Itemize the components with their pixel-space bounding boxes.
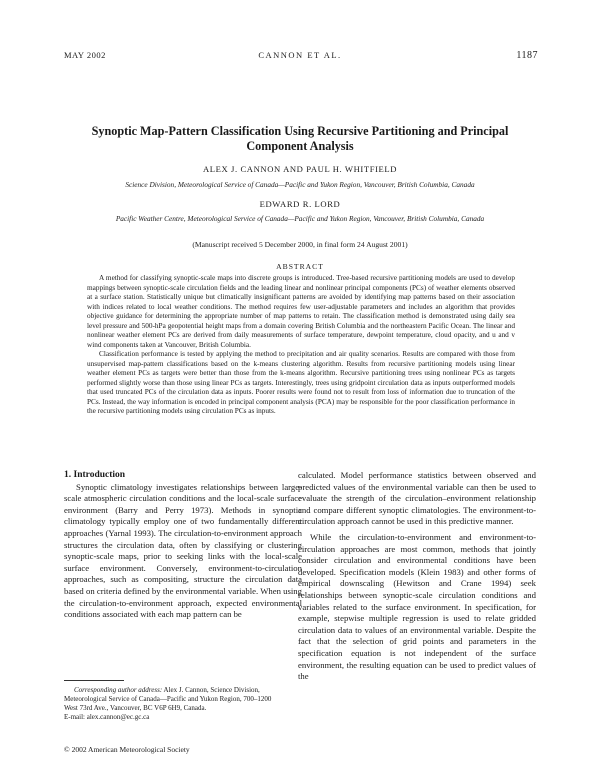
footnote	[64, 686, 284, 722]
manuscript-dates: (Manuscript received 5 December 2000, in final form 24 August 2001)	[192, 240, 408, 249]
running-header-authors: CANNON ET AL.	[258, 50, 342, 60]
body-paragraph: calculated. Model performance statistics between observed and predicted values of the environmental variable can then be used to evaluate the strength of the circulation–environment relationship and compare different synoptic climatologies. The environment-to-circulation approach cannot be used in this predictive manner.	[298, 470, 536, 527]
abstract	[87, 274, 515, 417]
authors-secondary: EDWARD R. LORD	[259, 199, 341, 209]
paper-title: Synoptic Map-Pattern Classification Using Recursive Partitioning and Principal Component Analysis	[91, 124, 509, 153]
affiliation-primary: Science Division, Meteorological Service of Canada—Pacific and Yukon Region, Vancouver, British Columbia, Canada	[125, 180, 475, 189]
footnote-text: Alex J. Cannon, Science Division, Meteorological Service of Canada—Pacific and Yukon Region, 700–1200 West 73rd Ave., Vancouver, BC V6P 6H9, Canada.	[64, 686, 272, 712]
running-header-date: MAY 2002	[64, 50, 106, 60]
body-paragraph: Synoptic climatology investigates relationships between large-scale atmospheric circulation conditions and the local-scale surface environment (Barry and Perry 1973). Methods in synoptic climatology typically employ one of two fundamentally different approaches (Yarnal 1993). The circulation-to-environment approach structures the circulation data, often by classifying or clustering synoptic-scale maps, prior to seeking links with the local-scale surface environment. Conversely, environment-to-circulation approaches, such as compositing, structure the circulation data based on criteria defined by the environmental variable. When using the circulation-to-environment approach, expected environmental conditions associated with each map pattern can be	[64, 481, 302, 620]
abstract-paragraph: A method for classifying synoptic-scale maps into discrete groups is introduced. Tree-based recursive partitioning models are used to develop mappings between synoptic-scale circulation fields and the leading linear and nonlinear principal components (PCs) of weather elements observed at a surface station. Statistically unique but climatically insignificant patterns are avoided by identifying map patterns based on their association with indices related to local weather conditions. The method requires few user-adjustable parameters and includes an algorithm that provides objective guidance for determining the appropriate number of map patterns to retain. The classification method is demonstrated using daily sea level pressure and 500-hPa geopotential height maps from a domain covering British Columbia and the northeastern Pacific Ocean. The linear and nonlinear weather element PCs are derived from daily measurements of surface temperature, dewpoint temperature, cloud opacity, and u and v wind components taken at Vancouver, British Columbia.	[87, 274, 515, 349]
footnote-label: Corresponding author address:	[74, 686, 163, 694]
section-heading: 1. Introduction	[64, 470, 126, 480]
page-number: 1187	[516, 50, 538, 61]
abstract-paragraph: Classification performance is tested by applying the method to precipitation and air quality scenarios. Results are compared with those from unsupervised map-pattern classifications based on the k-means clustering algorithm. Results from recursive partitioning models using linear weather element PCs as targets were better than those from the k-means algorithm. Recursive partitioning trees using nonlinear PCs as targets performed slightly worse than those using linear PCs as targets. Interestingly, trees using gridpoint circulation data as inputs outperformed models that used truncated PCs of the circulation data as inputs. Poorer results were found not to result from loss of information due to truncation of the PCs. Instead, the way information is encoded in principal component analysis (PCA) may be responsible for the poor classification performance in the recursive partitioning models using circulation PCs as inputs.	[87, 350, 515, 415]
body-column-left	[64, 470, 302, 621]
affiliation-secondary: Pacific Weather Centre, Meteorological Service of Canada—Pacific and Yukon Region, Vancouver, British Columbia, Canada	[115, 214, 485, 223]
footnote-email: E-mail: alex.cannon@ec.gc.ca	[64, 713, 150, 721]
body-column-right	[298, 470, 536, 683]
abstract-heading: ABSTRACT	[276, 262, 324, 271]
footnote-rule	[64, 680, 124, 681]
copyright-notice: © 2002 American Meteorological Society	[64, 745, 190, 754]
body-paragraph: While the circulation-to-environment and environment-to-circulation approaches are most common, methods that jointly consider circulation and environmental conditions have been developed. Specification models (Klein 1983) and other forms of empirical downscaling (Hewitson and Crane 1994) seek relationships between synoptic-scale circulation conditions and variables related to the surface environment. In specification, for example, stepwise multiple regression is used to relate gridded circulation data to values of an environmental variable. Despite the fact that the selection of grid points and parameters in the specification equation is not independent of the surface environment, the resulting equation can be used to predict values of the	[298, 531, 536, 682]
authors-primary: ALEX J. CANNON AND PAUL H. WHITFIELD	[202, 164, 398, 174]
